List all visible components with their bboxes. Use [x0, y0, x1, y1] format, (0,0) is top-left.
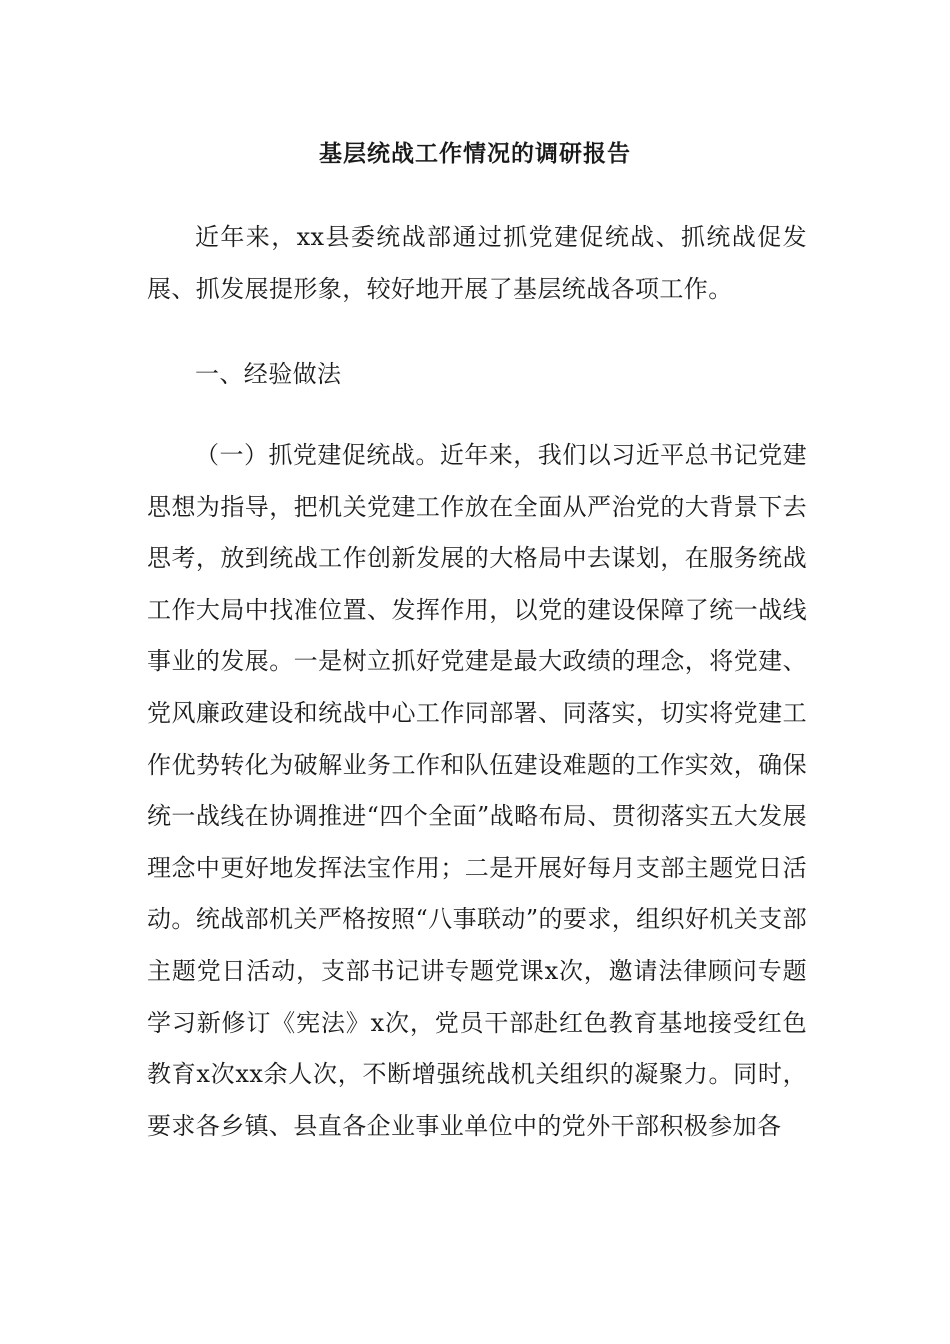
- section-heading: 一、经验做法: [195, 360, 342, 388]
- body-paragraph: （一）抓党建促统战。近年来，我们以习近平总书记党建思想为指导，把机关党建工作放在全面从严治党的大背景下去思考，放到统战工作创新发展的大格局中去谋划，在服务统战工作大局中找准位置、发挥作用，以党的建设保障了统一战线事业的发展。一是树立抓好党建是最大政绩的理念，将党建、党风廉政建设和统战中心工作同部署、同落实，切实将党建工作优势转化为破解业务工作和队伍建设难题的工作实效，确保统一战线在协调推进“四个全面”战略布局、贯彻落实五大发展理念中更好地发挥法宝作用；二是开展好每月支部主题党日活动。统战部机关严格按照“八事联动”的要求，组织好机关支部主题党日活动，支部书记讲专题党课x次，邀请法律顾问专题学习新修订《宪法》x次，党员干部赴红色教育基地接受红色教育x次xx余人次，不断增强统战机关组织的凝聚力。同时，要求各乡镇、县直各企业事业单位中的党外干部积极参加各: [147, 441, 807, 1140]
- intro-paragraph: 近年来，xx县委统战部通过抓党建促统战、抓统战促发展、抓发展提形象，较好地开展了基层统战各项工作。: [147, 223, 807, 303]
- document-title: 基层统战工作情况的调研报告: [319, 140, 631, 167]
